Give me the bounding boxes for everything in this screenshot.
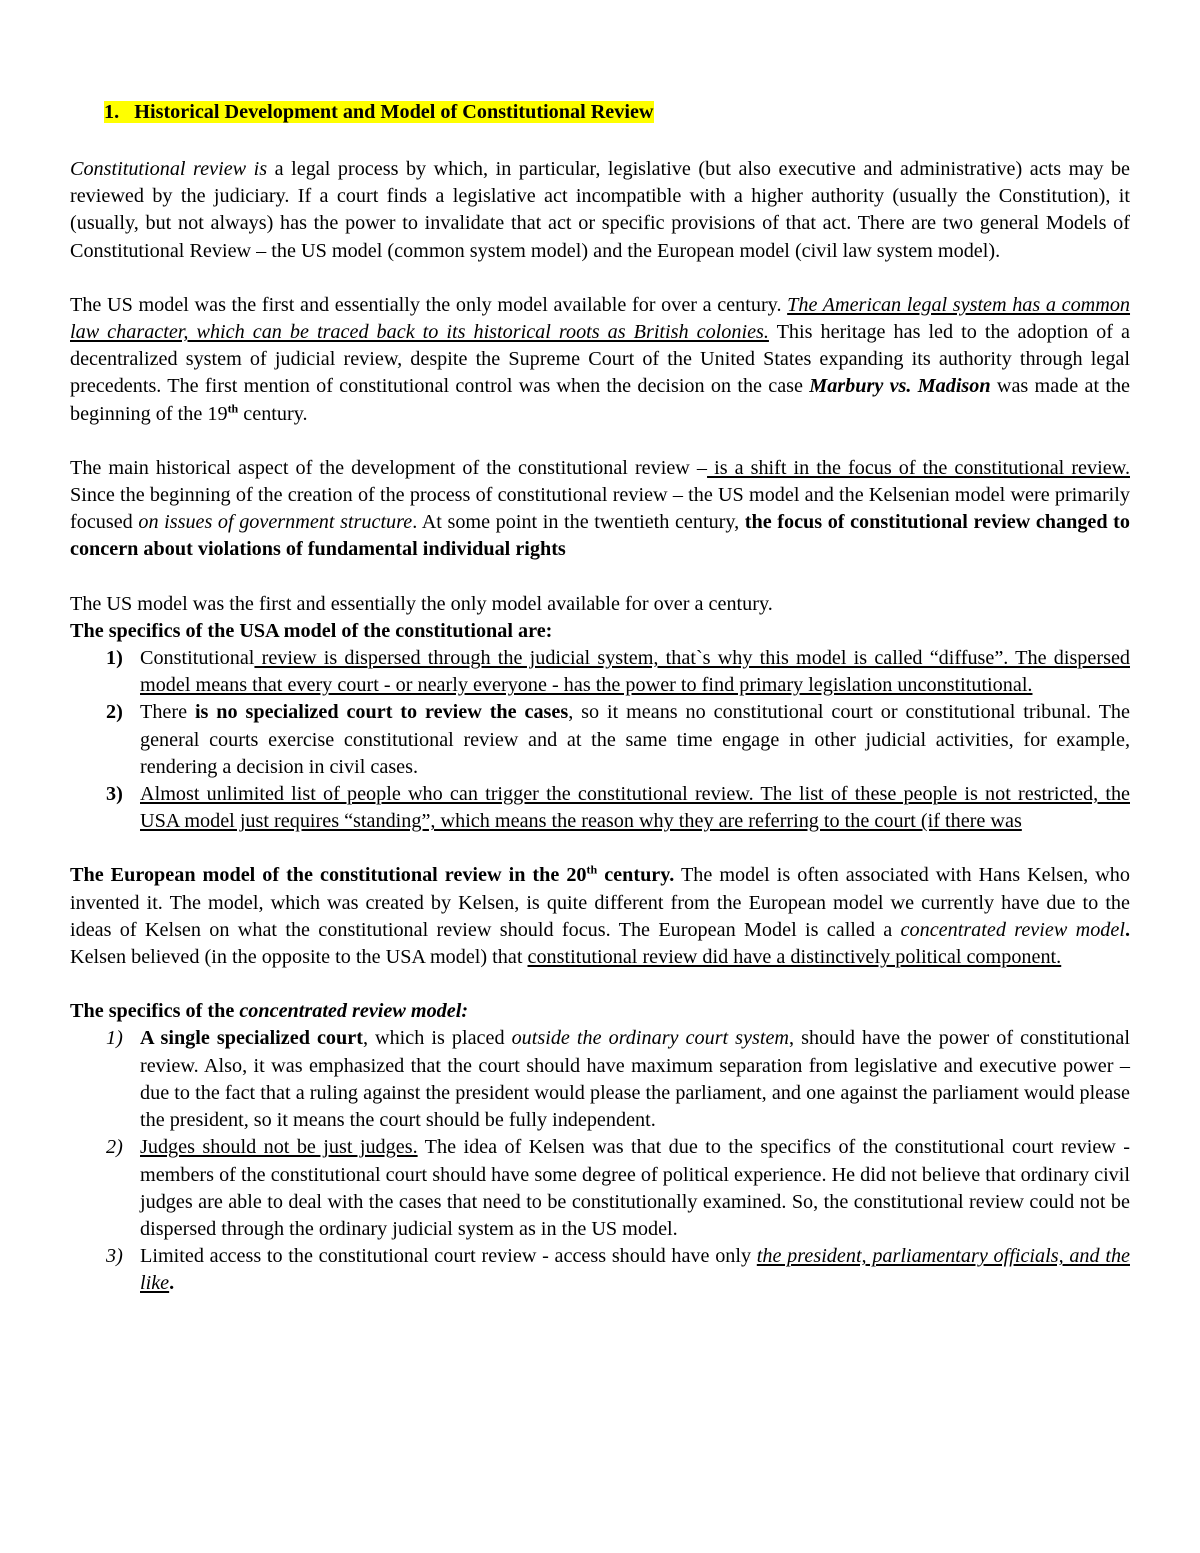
list-item	[70, 1025, 1130, 1134]
text-run: , which is placed	[362, 1027, 512, 1050]
heading-number: 1.	[104, 101, 120, 123]
italic-term: Constitutional review is	[70, 158, 268, 180]
text-run: Kelsen believed (in the opposite to the USA model) that	[70, 946, 528, 969]
italic-underlined-text: The American legal system has a common law character, which can be traced back to its historical roots as British colonies.	[70, 293, 1131, 344]
text-run: The model is often associated with Hans Kelsen, who invented it. The model, which was created by Kelsen, is quite different from the European model we currently have due to the ideas of Kelsen on what the constitutional review should focus. The European Model is called a	[70, 864, 1130, 941]
text-run: a legal process by which, in particular, legislative (but also executive and administrative) acts may be reviewed by the judiciary. If a court finds a legislative act incompatible with a higher authority (usually the Constitution), it (usually, but not always) has the power to invalidate that act or specific provisions of that act. There are two general Models of Constitutional Review – the US model (common system model) and the European model (civil law system model).	[70, 158, 1131, 262]
concentrated-specifics-title	[70, 998, 1130, 1025]
superscript: th	[586, 862, 598, 877]
text-run: century.	[238, 402, 308, 425]
underlined-text: review is dispersed through the judicial system, that`s why this model is called “diffuse”. The dispersed model means that every court - or nearly everyone - has the power to find primary legislation unconstitutional.	[140, 647, 1130, 697]
list-item	[70, 1243, 1130, 1297]
bold-text: .	[169, 1272, 175, 1295]
text-run: The idea of Kelsen was that due to the specifics of the constitutional court review - members of the constitutional court should have some degree of political experience. He did not believe that ordinary civil judges are able to deal with the cases that need to be constitutionally examined. So, the constitutional review could not be dispersed through the ordinary judicial system as in the US model.	[140, 1136, 1130, 1240]
bold-text: is no specialized court to review the cases	[194, 701, 569, 724]
list-item	[70, 781, 1130, 835]
list-number: 3)	[106, 783, 123, 806]
text-run: The main historical aspect of the development of the constitutional review –	[70, 456, 708, 479]
bold-text: century.	[597, 864, 675, 887]
text-run: This heritage has led to the adoption of a decentralized system of judicial review, despite the Supreme Court of the United States expanding its authority through legal precedents. The first mention of constitutional control was when the decision on the case	[70, 321, 1130, 398]
text-run: . At some point in the twentieth century,	[412, 511, 745, 534]
text-run: , should have the power of constitutional review. Also, it was emphasized that the court should have maximum separation from legislative and executive power – due to the fact that a ruling against the president would please the parliament, and one against the parliament would please the president, so it means the court should be fully independent.	[140, 1027, 1130, 1132]
text-run: Since the beginning of the creation of the process of constitutional review – the US model and the Kelsenian model were primarily focused	[70, 484, 1130, 534]
text-run: , so it means no constitutional court or constitutional tribunal. The general courts exercise constitutional review and at the same time engage in other judicial activities, for example, rendering a decision in civil cases.	[140, 701, 1130, 778]
superscript: th	[227, 400, 239, 415]
italic-underlined-text: the president, parliamentary officials, and the like	[140, 1245, 1130, 1295]
underlined-text: constitutional review did have a distinctively political component.	[527, 946, 1062, 969]
list-number: 2)	[106, 1136, 123, 1159]
list-number: 1)	[106, 647, 123, 670]
underlined-text: Judges should not be just judges.	[140, 1136, 418, 1159]
list-number: 3)	[106, 1245, 123, 1268]
underlined-text: is a shift in the focus of the constitutional review.	[707, 456, 1130, 479]
section-heading	[104, 95, 1130, 129]
text-run: The specifics of the	[70, 1000, 240, 1023]
text-run: The US model was the first and essentially the only model available for over a century.	[70, 293, 788, 316]
italic-text: concentrated review model	[900, 918, 1125, 941]
italic-text: on issues of government structure	[138, 511, 413, 534]
bold-text: .	[1124, 918, 1130, 941]
text-run: Limited access to the constitutional court review - access should have only	[140, 1245, 757, 1268]
text-run: There	[140, 701, 195, 724]
bold-text: the focus of constitutional review changed to concern about violations of fundamental individual rights	[70, 511, 1130, 561]
list-number: 2)	[106, 701, 123, 724]
heading-title: Historical Development and Model of Constitutional Review	[134, 101, 654, 123]
text-run: Constitutional	[140, 647, 255, 670]
paragraph-us-model-repeat: The US model was the first and essentially the only model available for over a century.	[70, 592, 773, 615]
list-item	[70, 699, 1130, 781]
italic-text: concentrated review model:	[239, 1000, 469, 1023]
list-number: 1)	[106, 1027, 123, 1050]
usa-specifics-list	[70, 645, 1130, 835]
usa-specifics-title: The specifics of the USA model of the constitutional are:	[70, 619, 553, 642]
text-run: was made at the beginning of the 19	[70, 375, 1131, 425]
underlined-text: Almost unlimited list of people who can trigger the constitutional review. The list of these people is not restricted, the USA model just requires “standing”, which means the reason why they are referring to the court (if there was	[140, 783, 1130, 833]
list-item	[70, 645, 1130, 699]
paragraph-european-model	[70, 862, 1130, 971]
italic-text: outside the ordinary court system	[511, 1027, 790, 1050]
paragraph-us-model	[70, 292, 1130, 428]
paragraph-historical-aspect	[70, 455, 1130, 564]
paragraph-definition	[70, 156, 1130, 265]
bold-text: The European model of the constitutional review in the 20	[70, 864, 587, 887]
case-name: Marbury vs. Madison	[809, 375, 991, 398]
list-item	[70, 1134, 1130, 1243]
bold-text: A single specialized court	[140, 1027, 363, 1050]
concentrated-specifics-list	[70, 1025, 1130, 1297]
